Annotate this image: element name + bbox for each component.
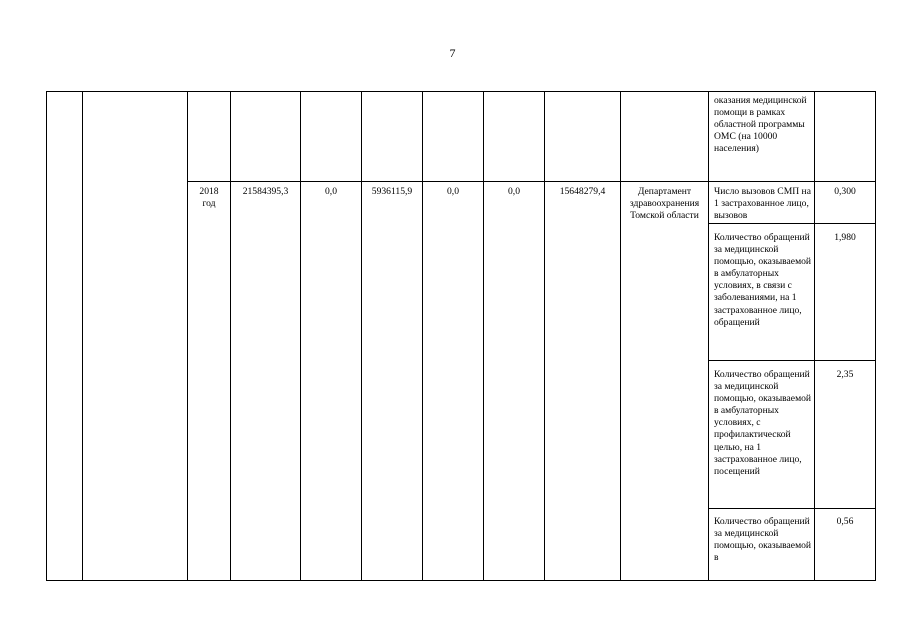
oms-cell: 15648279,4: [559, 186, 606, 197]
local-cell: 0,0: [447, 186, 459, 197]
regional-cell: 5936115,9: [371, 186, 413, 197]
column-border: [187, 91, 188, 581]
indicator-value: 0,300: [834, 186, 856, 197]
column-border: [46, 91, 47, 581]
page-number: 7: [449, 46, 456, 60]
column-border: [875, 91, 876, 581]
indicator-separator: [708, 223, 876, 224]
total-cell: 21584395,3: [242, 186, 289, 197]
column-border: [814, 91, 815, 581]
indicator-name: Количество обращений за медицинской помощью, оказываемой в амбулаторных условиях, в связи с заболеваниями, на 1 застрахованное лицо, обращений: [714, 232, 812, 328]
column-border: [483, 91, 484, 581]
column-border: [708, 91, 709, 581]
table-top-border: [46, 91, 876, 92]
indicator-name: Количество обращений за медицинской помощью, оказываемой в: [714, 516, 812, 564]
column-border: [422, 91, 423, 581]
row-separator: [187, 181, 876, 182]
column-border: [361, 91, 362, 581]
federal-cell: 0,0: [325, 186, 337, 197]
indicator-name: Число вызовов СМП на 1 застрахованное лицо, вызовов: [714, 186, 811, 222]
column-border: [230, 91, 231, 581]
column-border: [620, 91, 621, 581]
table-bottom-border: [46, 580, 876, 581]
column-border: [82, 91, 83, 581]
executor-cell: Департамент здравоохранения Томской области: [629, 186, 700, 222]
year-cell: 2018 год: [199, 186, 219, 210]
indicator-value: 0,56: [836, 516, 854, 527]
indicator-name: Количество обращений за медицинской помощью, оказываемой в амбулаторных условиях, с профилактической целью, на 1 застрахованное лицо, посещений: [714, 369, 812, 477]
indicator-separator: [708, 360, 876, 361]
indicator-separator: [708, 508, 876, 509]
other-cell: 0,0: [508, 186, 520, 197]
indicator-value: 1,980: [834, 232, 856, 243]
continued-indicator-text: оказания медицинской помощи в рамках областной программы ОМС (на 10000 населения): [714, 95, 807, 155]
column-border: [300, 91, 301, 581]
indicator-value: 2,35: [836, 369, 854, 380]
column-border: [544, 91, 545, 581]
